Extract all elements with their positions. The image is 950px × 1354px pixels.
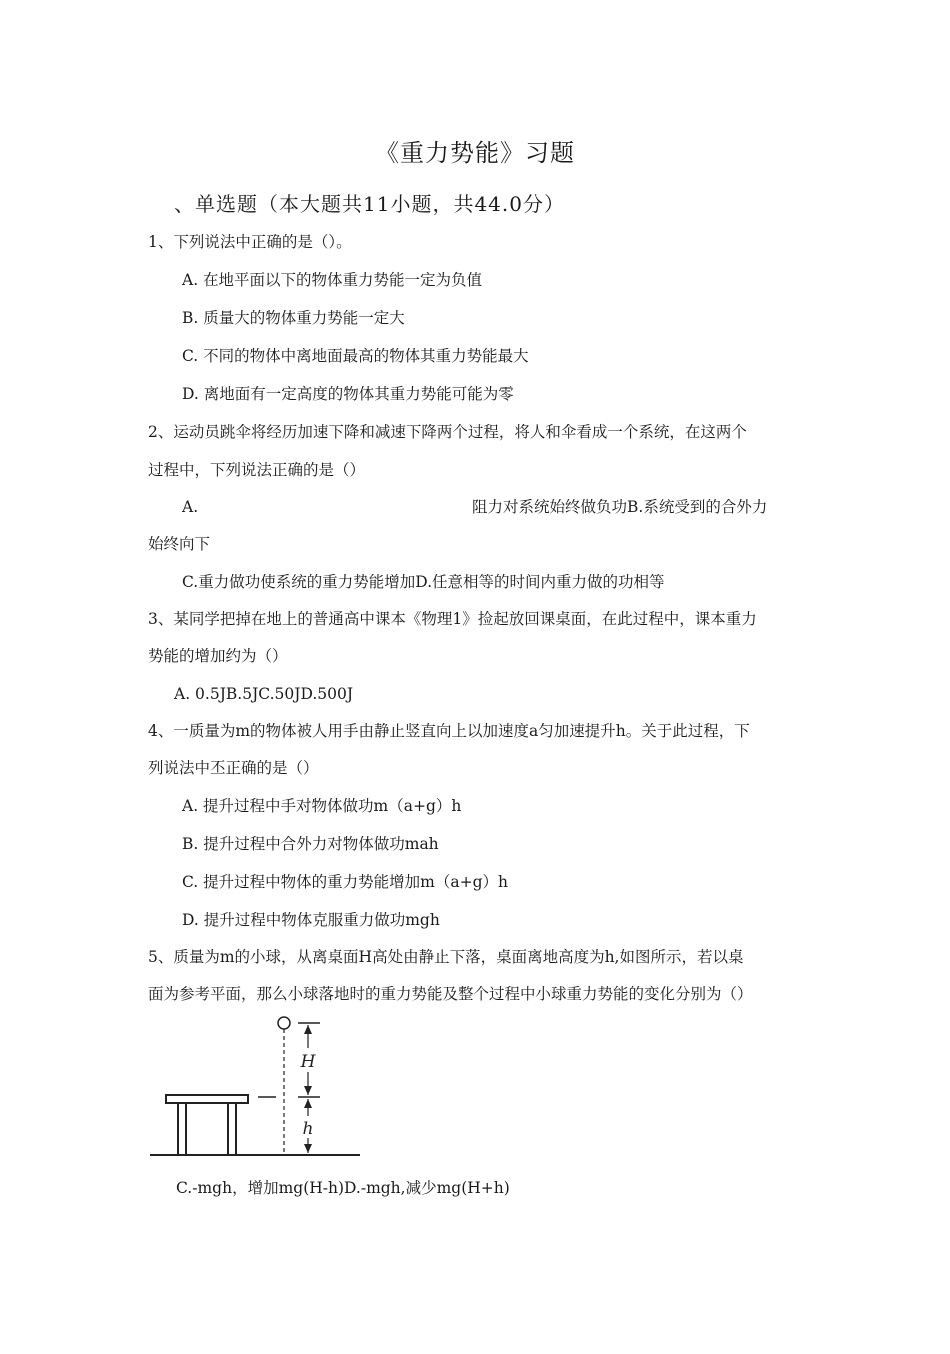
question-4-option-d: D. 提升过程中物体克服重力做功mgh [182,911,440,929]
question-1-stem: 1、下列说法中正确的是（）。 [148,233,352,251]
question-2-option-b-cont: 始终向下 [148,535,211,553]
ball [278,1017,290,1029]
question-1-option-c: C. 不同的物体中离地面最高的物体其重力势能最大 [182,347,529,365]
question-3-stem-line1: 3、某同学把掉在地上的普通高中课本《物理1》捡起放回课桌面，在此过程中，课本重力 [148,610,757,628]
question-4-option-c: C. 提升过程中物体的重力势能增加m（a+g）h [182,873,508,891]
label-H: H [300,1052,316,1072]
question-2-option-ab: 阻力对系统始终做负功B.系统受到的合外力 [472,498,768,516]
table-ball-figure [148,1010,368,1162]
question-4-stem-line1: 4、一质量为m的物体被人用手由静止竖直向上以加速度a匀加速提升h。关于此过程，下 [148,722,750,740]
question-3-options: A. 0.5JB.5JC.50JD.500J [174,685,354,703]
question-2-option-a-label: A. [182,498,199,516]
question-2-stem-line2: 过程中，下列说法正确的是（） [148,461,366,479]
question-5-stem-line1: 5、质量为m的小球，从离桌面H高处由静止下落，桌面离地高度为h,如图所示，若以桌 [148,948,744,966]
question-1-option-d: D. 离地面有一定高度的物体其重力势能可能为零 [182,385,514,403]
page-title: 《重力势能》习题 [375,139,575,167]
label-h: h [302,1119,314,1139]
table-top [166,1095,248,1103]
question-4-option-a: A. 提升过程中手对物体做功m（a+g）h [182,797,462,815]
question-4-stem-line2: 列说法中丕正确的是（） [148,759,319,777]
question-1-option-b: B. 质量大的物体重力势能一定大 [182,309,405,327]
question-2-stem-line1: 2、运动员跳伞将经历加速下降和减速下降两个过程，将人和伞看成一个系统，在这两个 [148,423,747,441]
question-1-option-a: A. 在地平面以下的物体重力势能一定为负值 [182,271,483,289]
question-2-option-cd: C.重力做功使系统的重力势能增加D.任意相等的时间内重力做的功相等 [182,573,665,591]
section-heading: 、单选题（本大题共11小题，共44.0分） [174,192,565,216]
question-5-option-cd: C.-mgh，增加mg(H-h)D.-mgh,减少mg(H+h) [176,1179,510,1197]
question-4-option-b: B. 提升过程中合外力对物体做功mah [182,835,439,853]
question-3-stem-line2: 势能的增加约为（） [148,647,288,665]
question-5-stem-line2: 面为参考平面，那么小球落地时的重力势能及整个过程中小球重力势能的变化分别为（） [148,985,753,1003]
